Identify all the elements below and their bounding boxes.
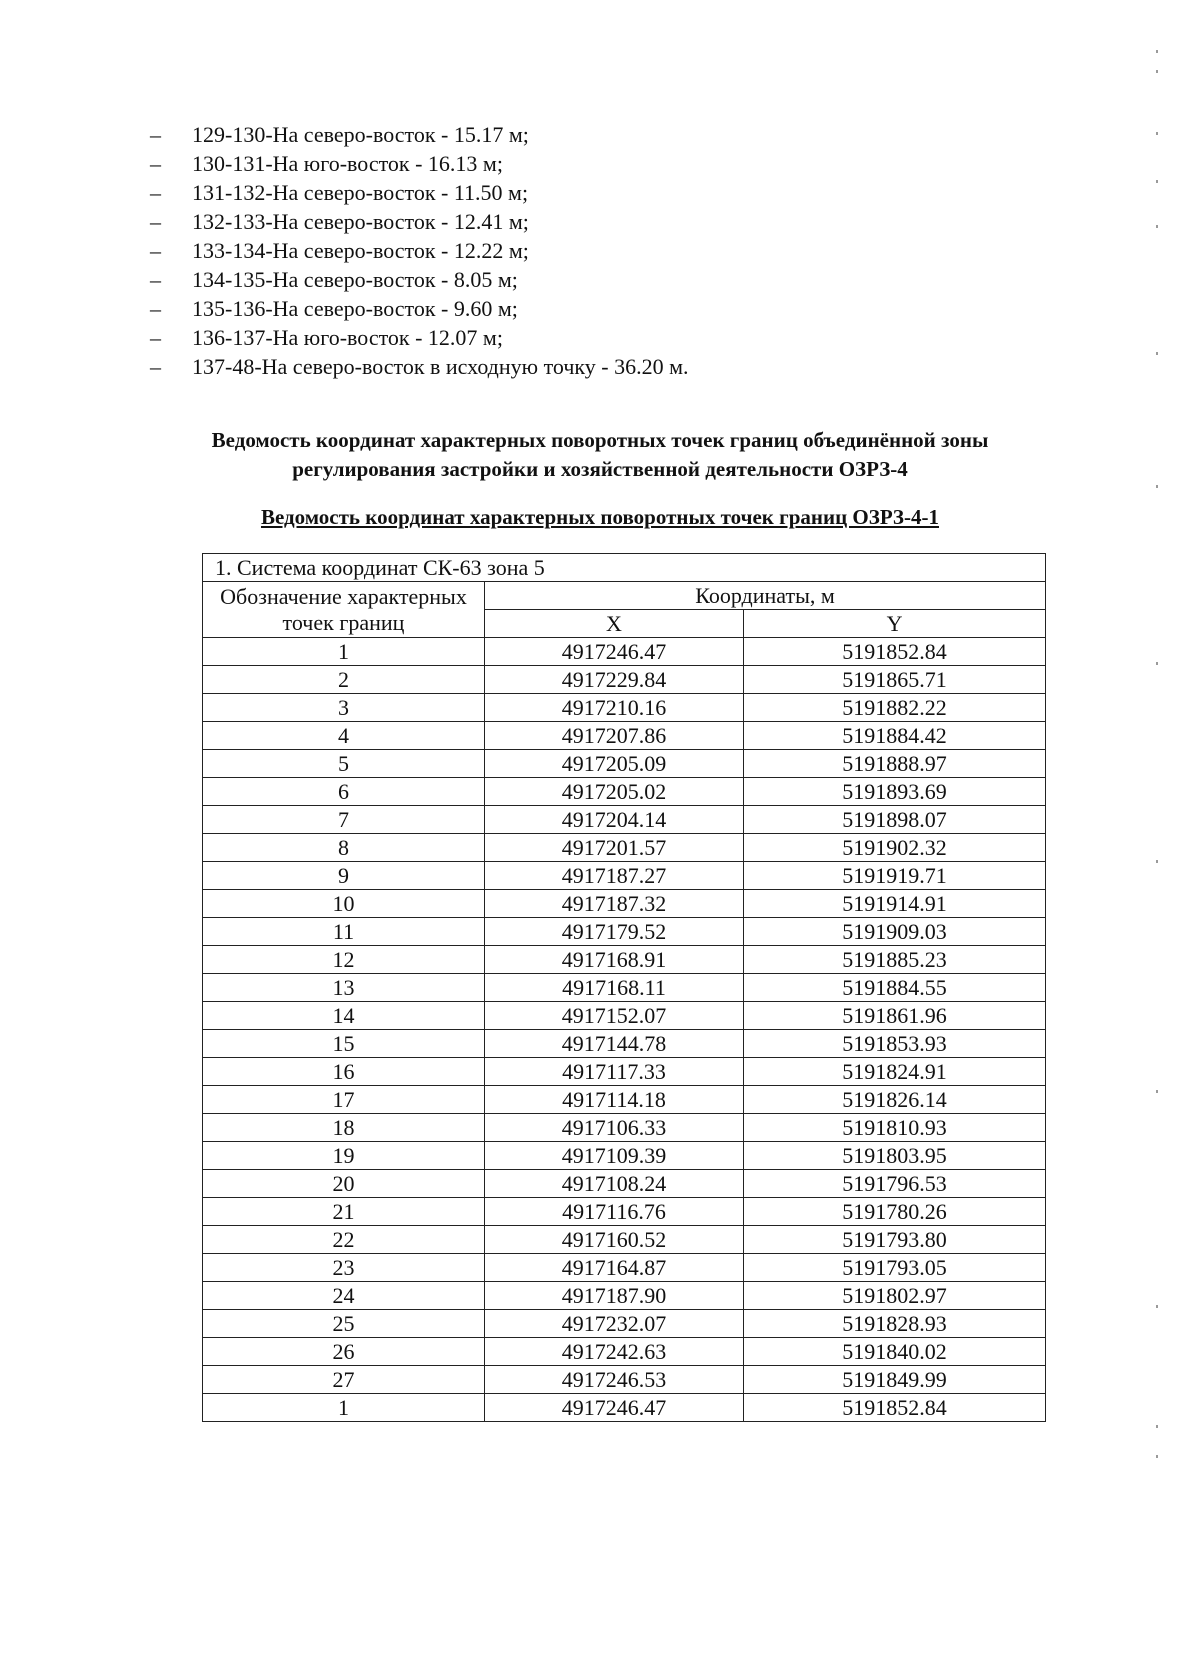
table-row: [203, 1142, 1046, 1170]
y-coordinate-cell: 5191780.26: [744, 1198, 1046, 1226]
scan-margin-marks: [1150, 40, 1170, 1540]
y-coordinate-cell: 5191840.02: [744, 1338, 1046, 1366]
x-coordinate-cell: 4917109.39: [485, 1142, 744, 1170]
x-coordinate-cell: 4917117.33: [485, 1058, 744, 1086]
point-cell: 21: [203, 1198, 485, 1226]
y-coordinate-cell: 5191826.14: [744, 1086, 1046, 1114]
table-row: [203, 778, 1046, 806]
x-coordinate-cell: 4917204.14: [485, 806, 744, 834]
point-cell: 25: [203, 1310, 485, 1338]
y-coordinate-cell: 5191882.22: [744, 694, 1046, 722]
y-coordinate-cell: 5191885.23: [744, 946, 1046, 974]
y-coordinate-cell: 5191865.71: [744, 666, 1046, 694]
y-coordinate-cell: 5191893.69: [744, 778, 1046, 806]
segment-text: 134-135-На северо-восток - 8.05 м;: [192, 267, 518, 292]
y-coordinate-cell: 5191919.71: [744, 862, 1046, 890]
point-header-line-1: Обозначение характерных: [220, 583, 467, 609]
segment-item: [150, 120, 689, 149]
y-coordinate-cell: 5191898.07: [744, 806, 1046, 834]
point-cell: 4: [203, 722, 485, 750]
point-cell: 20: [203, 1170, 485, 1198]
table-row: [203, 1030, 1046, 1058]
segment-text: 133-134-На северо-восток - 12.22 м;: [192, 238, 529, 263]
x-coordinate-cell: 4917205.02: [485, 778, 744, 806]
table-row: [203, 1282, 1046, 1310]
x-coordinate-cell: 4917152.07: [485, 1002, 744, 1030]
x-coordinate-cell: 4917179.52: [485, 918, 744, 946]
x-coordinate-cell: 4917160.52: [485, 1226, 744, 1254]
table-row: [203, 1198, 1046, 1226]
table-row: [203, 1394, 1046, 1422]
table-row: [203, 1310, 1046, 1338]
y-header: Y: [744, 610, 1046, 638]
y-coordinate-cell: 5191853.93: [744, 1030, 1046, 1058]
y-coordinate-cell: 5191884.55: [744, 974, 1046, 1002]
x-coordinate-cell: 4917246.47: [485, 638, 744, 666]
table-row: [203, 1114, 1046, 1142]
table-row: [203, 666, 1046, 694]
table-row: [203, 1058, 1046, 1086]
list-dash: –: [150, 122, 161, 147]
y-coordinate-cell: 5191828.93: [744, 1310, 1046, 1338]
x-coordinate-cell: 4917210.16: [485, 694, 744, 722]
y-coordinate-cell: 5191802.97: [744, 1282, 1046, 1310]
segment-text: 135-136-На северо-восток - 9.60 м;: [192, 296, 518, 321]
segment-item: [150, 149, 689, 178]
x-coordinate-cell: 4917242.63: [485, 1338, 744, 1366]
point-cell: 5: [203, 750, 485, 778]
y-coordinate-cell: 5191914.91: [744, 890, 1046, 918]
point-cell: 23: [203, 1254, 485, 1282]
table-row: [203, 750, 1046, 778]
table-row: [203, 722, 1046, 750]
boundary-segments-list: [150, 120, 689, 381]
point-header-line-2: точек границ: [282, 609, 405, 635]
point-cell: 11: [203, 918, 485, 946]
x-coordinate-cell: 4917201.57: [485, 834, 744, 862]
coordinates-table-body: [203, 638, 1046, 1422]
segment-item: [150, 265, 689, 294]
list-dash: –: [150, 325, 161, 350]
y-coordinate-cell: 5191849.99: [744, 1366, 1046, 1394]
point-cell: 15: [203, 1030, 485, 1058]
x-coordinate-cell: 4917114.18: [485, 1086, 744, 1114]
point-cell: 16: [203, 1058, 485, 1086]
x-coordinate-cell: 4917232.07: [485, 1310, 744, 1338]
segment-text: 132-133-На северо-восток - 12.41 м;: [192, 209, 529, 234]
statement-subtitle: Ведомость координат характерных поворотных точек границ ОЗРЗ-4-1: [260, 505, 939, 529]
table-row: [203, 806, 1046, 834]
x-coordinate-cell: 4917108.24: [485, 1170, 744, 1198]
table-row: [203, 1366, 1046, 1394]
x-coordinate-cell: 4917144.78: [485, 1030, 744, 1058]
table-row: [203, 1338, 1046, 1366]
x-coordinate-cell: 4917168.11: [485, 974, 744, 1002]
x-coordinate-cell: 4917116.76: [485, 1198, 744, 1226]
segment-item: [150, 294, 689, 323]
list-dash: –: [150, 267, 161, 292]
point-cell: 10: [203, 890, 485, 918]
x-coordinate-cell: 4917229.84: [485, 666, 744, 694]
y-coordinate-cell: 5191902.32: [744, 834, 1046, 862]
x-coordinate-cell: 4917187.27: [485, 862, 744, 890]
table-row: [203, 834, 1046, 862]
list-dash: –: [150, 151, 161, 176]
segment-item: [150, 352, 689, 381]
segment-text: 137-48-На северо-восток в исходную точку - 36.20 м.: [192, 354, 689, 379]
point-cell: 7: [203, 806, 485, 834]
list-dash: –: [150, 296, 161, 321]
table-row: [203, 694, 1046, 722]
point-cell: 3: [203, 694, 485, 722]
point-designation-header: [203, 582, 485, 638]
y-coordinate-cell: 5191852.84: [744, 1394, 1046, 1422]
table-row: [203, 918, 1046, 946]
x-coordinate-cell: 4917168.91: [485, 946, 744, 974]
y-coordinate-cell: 5191852.84: [744, 638, 1046, 666]
point-cell: 17: [203, 1086, 485, 1114]
table-row: [203, 946, 1046, 974]
list-dash: –: [150, 354, 161, 379]
table-row: [203, 1086, 1046, 1114]
statement-title: [150, 426, 1050, 484]
point-cell: 12: [203, 946, 485, 974]
coordinates-header: Координаты, м: [485, 582, 1046, 610]
list-dash: –: [150, 180, 161, 205]
x-coordinate-cell: 4917205.09: [485, 750, 744, 778]
point-cell: 6: [203, 778, 485, 806]
table-row: [203, 1002, 1046, 1030]
list-dash: –: [150, 238, 161, 263]
statement-title-line-2: регулирования застройки и хозяйственной деятельности ОЗРЗ-4: [292, 457, 908, 481]
point-cell: 19: [203, 1142, 485, 1170]
point-cell: 26: [203, 1338, 485, 1366]
table-row: [203, 638, 1046, 666]
x-coordinate-cell: 4917106.33: [485, 1114, 744, 1142]
coordinates-table: [202, 553, 1046, 1422]
point-cell: 1: [203, 1394, 485, 1422]
point-cell: 14: [203, 1002, 485, 1030]
point-cell: 18: [203, 1114, 485, 1142]
x-coordinate-cell: 4917207.86: [485, 722, 744, 750]
table-row: [203, 890, 1046, 918]
list-dash: –: [150, 209, 161, 234]
segment-text: 130-131-На юго-восток - 16.13 м;: [192, 151, 503, 176]
y-coordinate-cell: 5191796.53: [744, 1170, 1046, 1198]
y-coordinate-cell: 5191824.91: [744, 1058, 1046, 1086]
x-header: X: [485, 610, 744, 638]
segment-text: 136-137-На юго-восток - 12.07 м;: [192, 325, 503, 350]
table-row: [203, 1254, 1046, 1282]
segment-item: [150, 207, 689, 236]
segment-item: [150, 236, 689, 265]
segment-item: [150, 178, 689, 207]
y-coordinate-cell: 5191888.97: [744, 750, 1046, 778]
y-coordinate-cell: 5191793.80: [744, 1226, 1046, 1254]
table-row: [203, 1226, 1046, 1254]
point-cell: 1: [203, 638, 485, 666]
point-cell: 22: [203, 1226, 485, 1254]
table-row: [203, 862, 1046, 890]
table-row: [203, 974, 1046, 1002]
coordinate-system-row: [203, 554, 1046, 582]
x-coordinate-cell: 4917246.47: [485, 1394, 744, 1422]
segment-item: [150, 323, 689, 352]
point-cell: 2: [203, 666, 485, 694]
point-cell: 24: [203, 1282, 485, 1310]
x-coordinate-cell: 4917187.32: [485, 890, 744, 918]
point-cell: 8: [203, 834, 485, 862]
segment-text: 129-130-На северо-восток - 15.17 м;: [192, 122, 529, 147]
y-coordinate-cell: 5191793.05: [744, 1254, 1046, 1282]
table-header-row: [203, 582, 1046, 610]
x-coordinate-cell: 4917187.90: [485, 1282, 744, 1310]
y-coordinate-cell: 5191884.42: [744, 722, 1046, 750]
point-cell: 27: [203, 1366, 485, 1394]
y-coordinate-cell: 5191810.93: [744, 1114, 1046, 1142]
x-coordinate-cell: 4917164.87: [485, 1254, 744, 1282]
table-row: [203, 1170, 1046, 1198]
point-cell: 9: [203, 862, 485, 890]
y-coordinate-cell: 5191861.96: [744, 1002, 1046, 1030]
coordinate-system-label: 1. Система координат СК-63 зона 5: [203, 554, 1046, 582]
statement-title-line-1: Ведомость координат характерных поворотных точек границ объединённой зоны: [211, 428, 989, 452]
segment-text: 131-132-На северо-восток - 11.50 м;: [192, 180, 529, 205]
point-cell: 13: [203, 974, 485, 1002]
x-coordinate-cell: 4917246.53: [485, 1366, 744, 1394]
y-coordinate-cell: 5191803.95: [744, 1142, 1046, 1170]
y-coordinate-cell: 5191909.03: [744, 918, 1046, 946]
